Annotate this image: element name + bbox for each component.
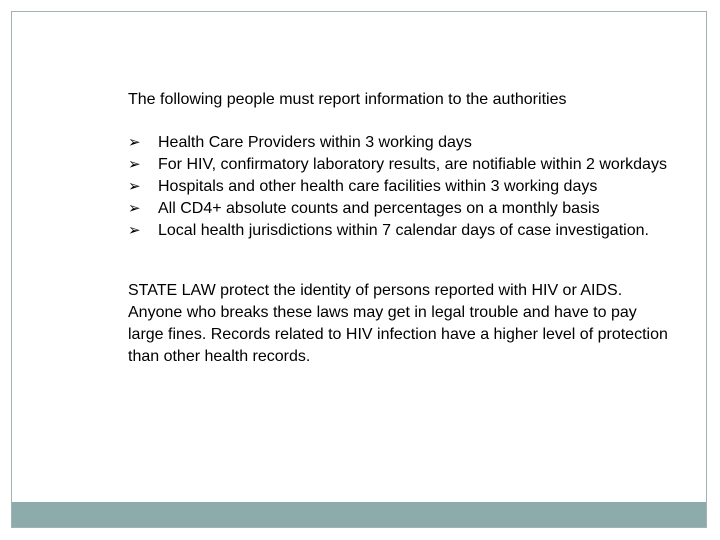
slide-content	[128, 89, 673, 368]
list-item	[128, 176, 673, 198]
arrow-bullet-icon: ➢	[128, 178, 141, 195]
intro-text: The following people must report information to the authorities	[128, 91, 567, 108]
slide-frame	[11, 11, 707, 528]
list-item	[128, 198, 673, 220]
list-item	[128, 154, 673, 176]
state-law-paragraph: STATE LAW protect the identity of persons reported with HIV or AIDS. Anyone who breaks these laws may get in legal trouble and have to pay large fines. Records related to HIV infection have a higher level of protection than other health records.	[128, 282, 668, 365]
arrow-bullet-icon: ➢	[128, 156, 141, 173]
list-item-text: For HIV, confirmatory laboratory results, are notifiable within 2 workdays	[158, 156, 667, 173]
list-item-text: All CD4+ absolute counts and percentages on a monthly basis	[158, 200, 600, 217]
list-item	[128, 220, 673, 242]
list-item-text: Local health jurisdictions within 7 calendar days of case investigation.	[158, 222, 649, 239]
list-item	[128, 132, 673, 154]
arrow-bullet-icon: ➢	[128, 134, 141, 151]
list-item-text: Health Care Providers within 3 working days	[158, 134, 472, 151]
arrow-bullet-icon: ➢	[128, 222, 141, 239]
footer-bar	[12, 502, 706, 527]
arrow-bullet-icon: ➢	[128, 200, 141, 217]
reporting-list	[128, 132, 673, 242]
list-item-text: Hospitals and other health care facilities within 3 working days	[158, 178, 598, 195]
